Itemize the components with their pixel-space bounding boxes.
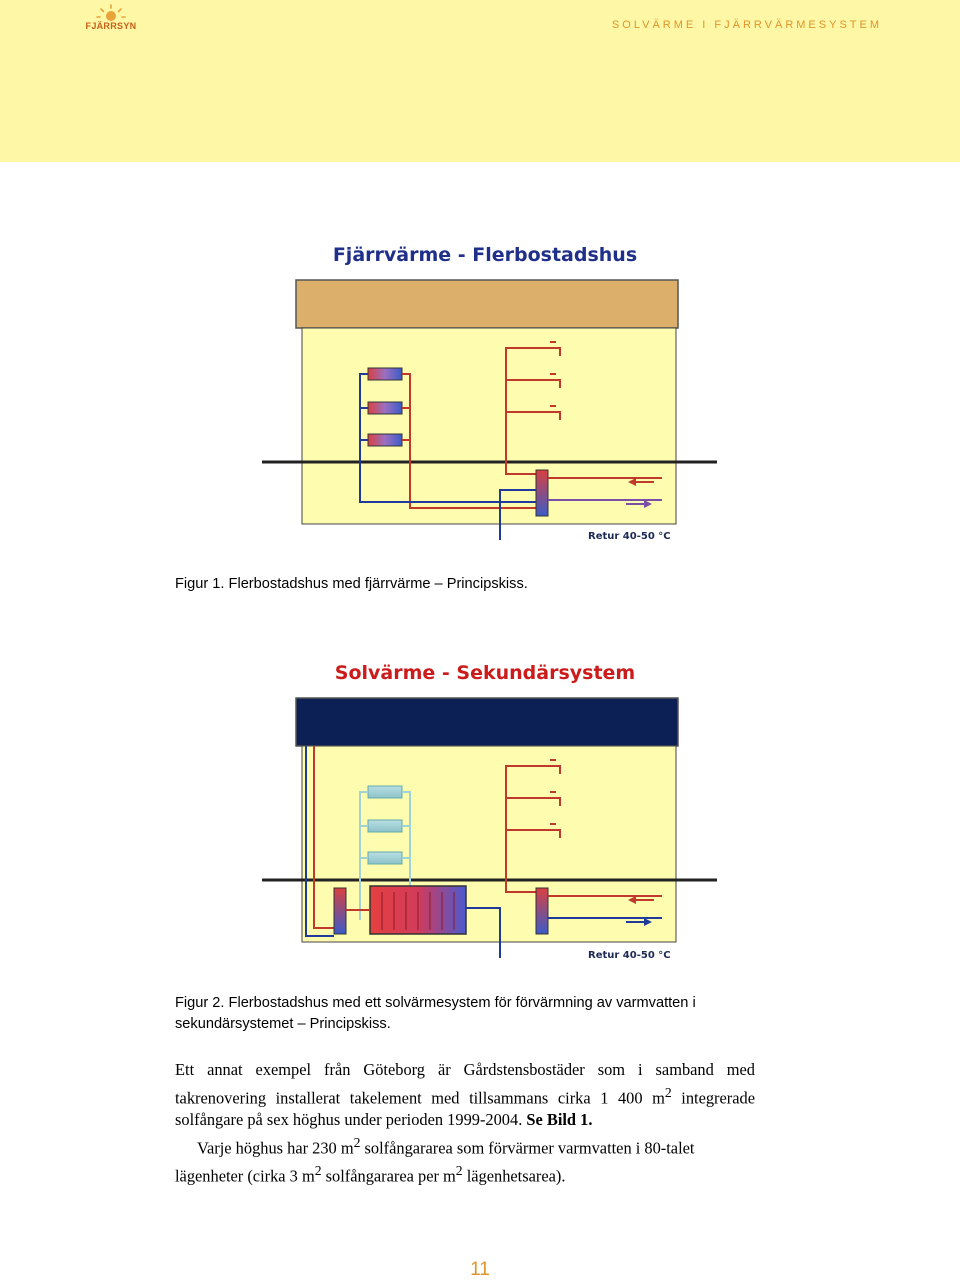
figure2-caption-text: Flerbostadshus med ett solvärmesystem för förvärmning av varmvatten i sekundärsystemet – Principskiss.	[175, 995, 696, 1032]
logo-text: FJÄRRSYN	[85, 21, 137, 31]
figure1-retur-label: Retur 40-50 °C	[588, 531, 671, 542]
figure2-diagram	[250, 696, 730, 966]
superscript: 2	[314, 1162, 322, 1178]
paragraph-1-text: Ett annat exempel från Göteborg är Gårdstensbostäder som i samband med takrenovering installerat takelement med tillsammans cirka 1 400 m	[175, 1060, 755, 1107]
figure1-diagram	[250, 278, 730, 548]
paragraph-2-text: solfångararea per m	[321, 1166, 456, 1186]
heat-exchanger	[536, 470, 548, 516]
superscript: 2	[353, 1134, 361, 1150]
figure2-retur-label: Retur 40-50 °C	[588, 950, 671, 961]
paragraph-2-text: lägenhetsarea).	[462, 1166, 566, 1186]
superscript: 2	[455, 1162, 463, 1178]
paragraph-1-text: integrerade solfångare på sex höghus under perioden 1999-2004.	[175, 1087, 755, 1130]
paragraph-2-text: solfångararea som förvärmer varmvatten i 80-talet lägenheter (cirka 3 m	[175, 1138, 695, 1186]
radiator	[368, 434, 402, 446]
solar-roof	[296, 698, 678, 746]
figure2-caption-label: Figur 2.	[175, 995, 225, 1011]
figure1-caption-label: Figur 1.	[175, 576, 225, 592]
figure1-caption-text: Flerbostadshus med fjärrvärme – Principskiss.	[224, 576, 528, 592]
paragraph-2-text: Varje höghus har 230 m	[197, 1138, 354, 1158]
body-text	[175, 1059, 755, 1188]
radiator	[368, 820, 402, 832]
figure2-title: Solvärme - Sekundärsystem	[334, 662, 636, 684]
radiator	[368, 402, 402, 414]
paragraph-1	[175, 1059, 755, 1132]
page-number: 11	[470, 1259, 490, 1280]
house-wall	[302, 746, 676, 942]
solar-heat-exchanger	[334, 888, 346, 934]
superscript: 2	[664, 1084, 672, 1100]
heat-exchanger	[536, 888, 548, 934]
paragraph-1-period: .	[588, 1110, 593, 1130]
radiator	[368, 368, 402, 380]
image-reference: Se Bild 1	[526, 1110, 589, 1130]
figure1-caption	[175, 574, 795, 595]
house-wall	[302, 328, 676, 524]
running-title: SOLVÄRME I FJÄRRVÄRMESYSTEM	[611, 19, 882, 31]
figure2-caption	[175, 993, 795, 1035]
roof	[296, 280, 678, 328]
radiator	[368, 852, 402, 864]
radiator	[368, 786, 402, 798]
figure1-title: Fjärrvärme - Flerbostadshus	[332, 244, 638, 266]
paragraph-2	[175, 1132, 755, 1188]
